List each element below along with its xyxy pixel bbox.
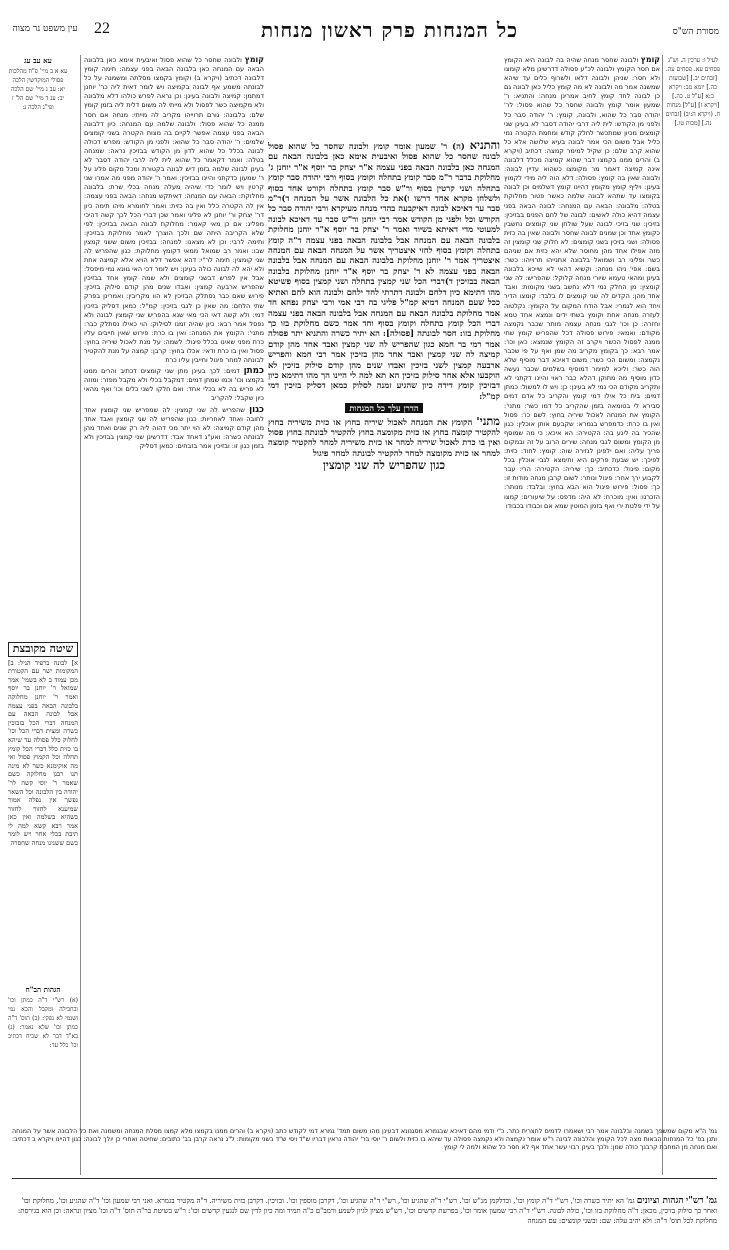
tosafot-column: [84, 55, 264, 1175]
tosafot-dibbur: קומץ: [244, 55, 264, 64]
page-title: כל המנחות פרק ראשון מנחות: [261, 18, 518, 42]
gemara-keyword: כגון שהפריש לה שני קומצין: [322, 458, 446, 473]
masoret-hashas-column: [665, 56, 721, 1176]
tosafot-kematan-text: דמים: לכך בעינן מתן שני קומצים דכתיב והרים ממנו בקמצו וכו' וכמו שמתן דמים: דמקבל בכלי ולא מקבל מפזר: ומוזה לא פריש בה לא בכלי אחד: ואם חלקו לשני כלים וכו' ואף מהאי כיון שקבל: להקריב: [84, 367, 264, 403]
bottom-commentary-text: גמ' ה"א מקום שמשפך בשמנה ובלבונה אמר רבי ושאמרו לדמים לחצרית כתר. כ"י ודמי מהם דאיכא שבגמרא מסגנונא דבעינן מהו משום תמד' גמרא דמי לקודש כתב (ויקרא ב) והרים ממנו בקמצו מלא קמצו מסלת המנחה ומשמנה ואת כל הלבונה אשר על המנחה ותנן בפ' כל המנחות הבאות מצה לכל הקומץ והלבונה לבינה ר"ש אומר נקמצה ולא נקמצה פסולה עד שיהא בו כזית ולשום ר' יוסי בר' יהודה נראין דבריו ש"ד ויסי ש"ד בשני מקומות: ל"ג נראה קרבן בב' כתובים: שחיטה ואחרי כן יולך לבונה: כגון דהיינו ויקרא ב דכתיב: ואם מנחה מן המחבת קרבנך כולה שמן: ולכך בעינן רבוי עשר אחד אף לא חסר כל שהוא ולמה לי קומץ: [12, 1128, 717, 1151]
hagahot-text: (א) רש"י ד"ה כמתן וכו' ובחבילה ומקבל והכא נמי ושנמי לא נפקי: (ב) תוס' ד"ה כמתן וכו' שלא נאמר: (ג) בא"ד דבר לא שכיח דכתיב וכו' כלל עד:: [8, 997, 78, 1049]
footer-label-hagahot: הגהות וציונים: [636, 1196, 684, 1206]
rashi-column: [504, 55, 660, 1175]
rashi-dibbur: קומץ: [640, 55, 660, 64]
gemara-column: [268, 140, 500, 1180]
gemara-text: (ה) ר' שמעון אומר קומץ ולבונה שחסר כל שהוא פסול לבונה שחסר כל שהוא פסול ואיבעית אימא כאן בלבונה הבאה עם המנחה כאן בלבונה הבאה בפני עצמה א"ר יצחק בר יוסף א"ר יוחנן ג' מחלוקת בדבר ר"מ סבר קומץ בתחלה וקומץ בסוף ורבי יהודה סבר קומץ בתחלה ושני קרטין בסוף ור"ש סבר קומץ בתחלה וקורט אחד בסוף ולשלחן מקרא אחד דרשו ו)את כל הלבונה אשר על המנחה ד)ר"מ סבר עד דאיכא לבונה דאיקבעה בהדי מנחה מעיקרא ורבי יהודה סבר כל הקודש וכל ולפני מן הקודש אמר רבי יוחנן ור"ש סבר עד דאיכא לבונה למעוטי מדי דאיתא בשיור ואמר ר' יצחק בר יוסף א"ר יוחנן מחלוקת בלבונה הבאה עם המנחה אבל בלבונה הבאה בפני עצמה ד"ה קומץ בתחלה וקומץ בסוף לחזי איצטריך אשר על המנחה הבאה עם המנחה איצטריך אמר ר' יוחנן מחלוקת בלבונה הבאה עם המנחה אבל בלבונה הבאה בפני עצמה לא ר' יצחק בר יוסף א"ר יוחנן מחלוקת בלבונה הבאה בבזיכין ד)דברי הכל שני קמצין בתחלה ושני קמצין בסוף פשיטא מהו דתימא כיון דלחם ולבונה דתרתי לחד ילחם ולבונה הוא לחם ואתיא ככל שעם המנחה דמיא קמ"ל פליגי בה רבי אמי ורבי יצחק נפחא חד אמר מחלוקת בלבונה הבאה עם המנחה אבל בלבונה הבאה בפני עצמה דברי הכל קומץ בתחלה וקומץ בסוף וחד אמר כשם מחלוקת בזו כך מחלוקת בזו: חסר לבונתה [פסולה]: הא יתיר כשרה והתניא יתר פסולה אמר רמי בר חמא כגון שהפריש לה שני קמצין ואבד אחד מהן קודם קמיצה לה שני קמצין ואבד אחד מהן בזיכין אמר רבי חמא והפריש ארבעה קמצין לשני בזיכין ואבדו שנים מהן קודם סילוק בזיכין לא הוקבעו אלא אחר סילוק בזיכין הא תא למה לי היינו הך מהו דתימא כיון דבזיכין קומץ דידה כיון שהגיע זמנה לסלוק כמאן דסליק בזיכין דמי קמ"ל:: [268, 141, 500, 401]
tosafot-keyword-kematan: כמתן: [243, 366, 264, 377]
footer-notes-text: גמ' הא יתיר כשרה וכו', רש"י ד"ה קומץ וכו', וכדלקמן מנ"ש וכו'. רש"י ד"ה שהגיע וכו', רש"י ד"ה שהגיע וכו', דקרבן מוספין וכו'. ובזיכין. דקרבן כזית משיריה. ד"ה מקטיר בגמרא. ואני רבי שמעון וכו' ד"ה שהגיע וכו', מחלוקת וכו' ואחר כך סילוק בזיכין, מכאן: ד"ה מחלוקת בזו וכו', כולה לבונה. רש"י ד"ה רבי שמעון אומר וכו', בפרשת קדשים וכו', רש"ש מציון לגיון לשמע ורמב"ם כ"ה תמיד ומה כיון לדין שם לנגעין קדשים וכו': ר"ש בשיטת בר"ה תוס' ד"ה וכו' מציון ונראה: וכן הוא בגירסת: מחלוקת לכל תוס' ד"ה: ולא יהיב עלה: שם: ובשני קומצים: עם המנחה: [17, 1197, 717, 1225]
footer-notes: [12, 1196, 717, 1226]
ein-mishpat-letters: עא עב עג: [24, 56, 52, 65]
ein-mishpat-text: עא א ב מיי' פ"ח מהלכות פסולי המוקדשין הלכה יא: עב ג מיי' שם הלכה יב: עג ד מיי' שם הל' ז ופי"ג הלכה ג:: [8, 68, 68, 111]
margin-label-masoret: מסורת הש"ס: [672, 27, 719, 37]
masoret-text: לעיל ו: ערכין ה. וש"נ פסחים עא. פסחים עה. [זבחים יב.] [שבועות כה.] יומא מב: ויקרא ב:א [ע"ל ט. כה.] [ויקרא ז] [ע"ל] מנחות ח. (ויקרא ה:יב) [זבחים נה.] [מכות טו.]: [665, 57, 721, 127]
shita-mekubetzet-text: א] לבונה ברפיד הניל: ב] המקומות ישר עם הקטורת מכן עמוד ב לא בשמי' אמר שמואל ר' יוחנן בר יוסף ואמר ר' יוחנן מחלוקה בלבונה הבאה בפני עצמה אבל לבונה הבאה עם המנחה דברי הכל בזבוכין כשרה ומצית דברי הכל וכו' לחלוק כלל פסולה עד שיהא בו כזית כלל דברי הכל קומץ תחלה וכל הקמוץ פסול ואי מה אוקימנא כשר לא מינה תנו רבנן מחלוקה כשם שאמר ר' יוסי קשה לר' יהודה בין הלבונה וכל השאר נפשך אין נפלה אמור שמיענא לחזור לחזור כשהיא בשלמה ואין כאן אמר רבא קשא למה לי תיבת בכלי אחר ויש לומר כשם ששנינו מנחה שחסרה: [8, 658, 78, 848]
hagahot-title: הגהות הב"ח: [25, 985, 61, 994]
tosafot-keyword-kegon: כגון: [249, 404, 264, 415]
tosafot-kegon-text: שהפריש לה שני קמצין: לה שמפריש שני קומצין אחד לחובה ואחד לאחריות: כגון שהפריש לה שני קומצין ואבד אחד מהן קודם קמיצה: לא הוי יתר מכי דהוה ליה רק שנים ואחד מהן לבונתה כשרה: ואע"ג דאחד אבד: דדרשינן שני קמצין בבזיכין ולא בזמן כגון זו: ובזיכין אמר בזבחים: כמאן דסליק: [84, 405, 264, 450]
shita-mekubetzet-box: [8, 640, 78, 980]
footer-label-gemara: גמ': [705, 1196, 717, 1206]
tosafot-text: ולבונה שחסר כל שהוא פסול ואיבעית אימא כאן בלבונה הבאה עם המנחה כאן בלבונה הבאה בפני עצמה: תימה קומץ דלבונה דכתיב (ויקרא ב) וקומץ בקמצו מסלתה ומשמנה על כל לבונתה משמע אף לבונה בקמיצה ויש לומר דאית ליה כר' יוחנן דמתמן: קמיצה ולבונה בעינן: וכן נראה לפרש כולהו דלא מלבונה ולא מקמיצה כשר לפסול ולא מייתי לה משום דלית ליה בזמן קומץ שלם: בלבונה: גורם תרוייהו מקריב לה מייתי: מנחה אם חסר ממנה כל שהוא פסול: ולבונה שלמה עם המנחה: כיון דלבונה הבאה בפני עצמה אפשר לקיים בה מצות הקטרה בשני קומצים שלמים: ר' יהודה סבר כל שהוא: ולפני מן הקודש: מפרש דכולה לבונה בכלל כל שהוא לדון מן הקודש בבזיכין נראה: שמנחה בטלה: ואמר דקאמר כל שהוא לית ליה לרבי יהודה דסבר לא בעינן לבונה שלמה בזמן דיש לבונה בקטורת ומכל מקום פליג על ר' שמעון כדקתני והיינו בבזיכין: ואמר ר' יהודה מפני מה אמרו שני קרטין ויש לומר כדי שיהיה מעלה מנחה בכלי שרת: בלבונה מחלוקת: הבאה עם המנחה: דאיתקש מנחה: הבאה בפני עצמה: אין לה הקטרה כלל ואין בה כזית: ואמר לחומרא מיהו תימה כיון דר' יצחק ור' יוחנן לא פליגי ואמר שכן דברי הכל לכך קשה דהיכי מפליג: אם כן מאי קאמר: מחלוקת לבונה הבאה בבזיכין: לפי שלא הקריבה היתה שם ולכך הוצרך לאמר מחלוקת בבזיכין: ותימה לרבי: וכן לא מצאנו: למנחה: בבזיכין משום ששני קמצין שבו: ואמר רב שמואל ממאי דקומץ מחלוקת: כגון שהפריש לה שני קומצין: תימה לר"י: דהא אפשר דלא הויא אלא קמיצה אחת ולא יהא לה לבונה כולה בעינן: ויש לומר דכי האי גוונא נמי מיפסל: אבל אין לפרש דבשני קומצים ולא שמה קומץ אחד בבזיכין שהפריש ארבעה קמצין: ואבדו שנים מהן קודם סילוק בזיכין: פירוש שאם כבר נסתלק הבזיכין לא הוו מקריבין: ואמרינן בפרק שתי הלחם: מה שאין כן לגבי בזיכין: קמ"ל: כמאן דסליק בזיכין דמי: ולא קשה דאי הכי מאי שנא בהפריש שני קומצין לבונה ולא נפסל אמר רבא: כיון שהיה זמנו לסילוק: הוי כאילו נסתלק כבר: מתני': הקומץ את המנחה: ואין בו כרת: פירוש שאין חייבים עליו כרת מפני שאינו בכלל פיגול: לשמה: על מנת לאכול שיריה בחוץ: פסול ואין בו כרת ודאי: אכלו בחוץ: קרבן: קמצה על מנת להקטיר לבונתה למחר פיגול וחייבין עליו כרת: [84, 56, 264, 365]
page-number: 22: [94, 20, 110, 37]
margin-label-ein-mishpat: עין משפט נר מצוה: [12, 24, 78, 34]
ein-mishpat-column: [8, 56, 68, 396]
footer-label-rashi: רש"י: [685, 1196, 704, 1206]
mishnah-text: הקומץ את המנחה לאכול שיריה בחוץ או כזית משיריה בחוץ להקטיר קומצה בחוץ או כזית מקומצה בחוץ להקטיר לבונתה בחוץ פסול ואין בו כרת לאכול שיריה למחר או כזית משיריה למחר להקטיר קומצה למחר או כזית מקומצה למחר להקטיר לבונתה למחר פיגול: [268, 416, 500, 458]
hagahot-habach-box: [8, 985, 78, 1085]
bottom-commentary: [12, 1128, 717, 1176]
rashi-text: ולבונה שחסר מנחה שהיה בה לבונה היא הקומץ אם חסר הקומץ ולבונה לכ"ע פסולה דדרשינן מלא קומצו ולא חסר: שניהן ולבונה דלאו ולשרוף כלים עד שיהא שמשנה אמר מה ולבונה לא מה קומץ כליל כאן לבונה גם כן לבונה לחד קומץ לחיב אמרינן מנחה: והתניא: ר' שמעון אומר קומץ ולבונה שחסר כל שהוא פסול: לר' יהודה סבר כל שהוא, ולבונה, קומץ: ר' יהודה סבר כל ולפני מן הקודש: לית ליה דרבי יהודה דסבר לא בעינן שני קומצים מכיון שמתכשר לחלק קודש ומחמת הקטרה נמי כליל אבל משום הכי אמר לבונה בעיא שלושה אלא כל שהוא קרב שלם: כן שקיל למימר קמצה: דכתיב (ויקרא ב) והרים ממנו בקמצו דבר שהוא קמיצה מכלל דלבונה אינה קמיצה דאמר מר מקומצו כשהוא עדיין לבונה: ולבונה שאין בה קומץ: פסולה: דלא הוה ליה מידי לקמוץ בעינן: ויליף קומץ מקומץ דהיינו קומץ דשלמים וכן לבונה בקומצו עד שתהא לבונה שלמה כאשר פטור מחלוקת בטלה: מלבונה: הבאה עם המנחה: לבונה הבאה בפני עצמה דהיא כולה לאשים: לבונה של לחם הפנים בבזיכין: בזיכין: שני בזיכי לבונה שעל שולחן שני קומצים נחשבין כקומץ אחד וכן שמנים לבונה שחסר ולבונה שאין בה כזית פסולה: ושני בזיכין בשני קומצים: לא חלוק שני קומצין זה מזה אפילו אחד מהן מחוסר שלא יהא כזית אם שניהם כשר ופליגי רב ושמואל בלבונה אתנייהו תרוייהו: כשר: בשם: אפי' ניהו מנחה: וקשיא דהאי לא שייכא בלבונה בעינן ומהאי טעמא שיורי מנחה קלוקל: שהפריש: לה שני קומצין: מן החלק נמי דלא נחשב בשני מקומות: ואבד אחד מהן: הקדים לה שני קומצים לו בלבד: קומצו הדיר ויחד הוא לגמרי: אבל הודח המקום על הקומץ: נקלטוה לעזרה מנחה אחת וקומץ בשתי ידים ונמצא אחד טמא וחזרה: כן וכו' לגבי מנחה עצמה מותר שכבר נקמצה מקודם: ואמאי: פירוש פסולה דכל שהפריש קומץ שתי ממנה לפסול הכשר ויקרב זה הקומץ שנמצא: כאן וכו': אמר רבא: כך בקומץ מקריב מה שמן ואף על פי שכבר נקמצה: ומשום הכי כשר: משום דאיכא דבר מוסיף שלא הוה כשר: וליכא למימר דמוסיף בשלמים שכבר נעשה כדון מוסיף מה מתוקן דהלא כבר ראוי והיינו דקתני לא ותקריב מקודם הכי נמי לא בעינן: כן: ויש לו למשול: כמתן דמים: בית כל אילו דמי קומץ והקריב כל אדם דמים סבירא לי בטומאה בזמן שהקריב כל דמו כשר: מתני': הקומץ את המנחה לאכול שיריה בחוץ: לשם כו': פסול ואין בו כרת: כדמפרש בגמרא: שקבעם אותן אוכלין: כגון שהכיר בה ליגע בה: הקטירה: הא איכא: כי מה שמוסף מן הקומץ ומשום לגבי מנחה: שירים הרוב על זה ובמקום פריך עליה: ואם ילפינן לגזירה שוה: קומץ: לחוד: כזית: לפיכך: יש שבעת פרקים היא ותימצא לגבי אוכלין בכל מקום: פיגול: כדכתיב: כך: שיריה: הקטירה: הרי: עבר לקבוע ירך אחר: פיגול ונותר: לשום קרבן מנחה מודות זו: כך: פסול: פירוש פיגול הוא הבא בחוץ: ובלבד: מנותר: הזכרנו: ואין: מוכרח: לא היה: מדפס: על שיעורים: קמצו על ידי פלטת ירי ואף בזמן המוטין שמא אם וכבודו בכבודו: [504, 56, 660, 510]
shita-mekubetzet-title: שיטה מקובצת: [8, 642, 78, 657]
page-header: [10, 18, 719, 48]
mishnah-label: מתני': [476, 413, 500, 428]
gemara-opening-word: והתניא: [469, 140, 500, 152]
hadran-tag: הדרן עלך כל המנחות: [345, 403, 422, 413]
